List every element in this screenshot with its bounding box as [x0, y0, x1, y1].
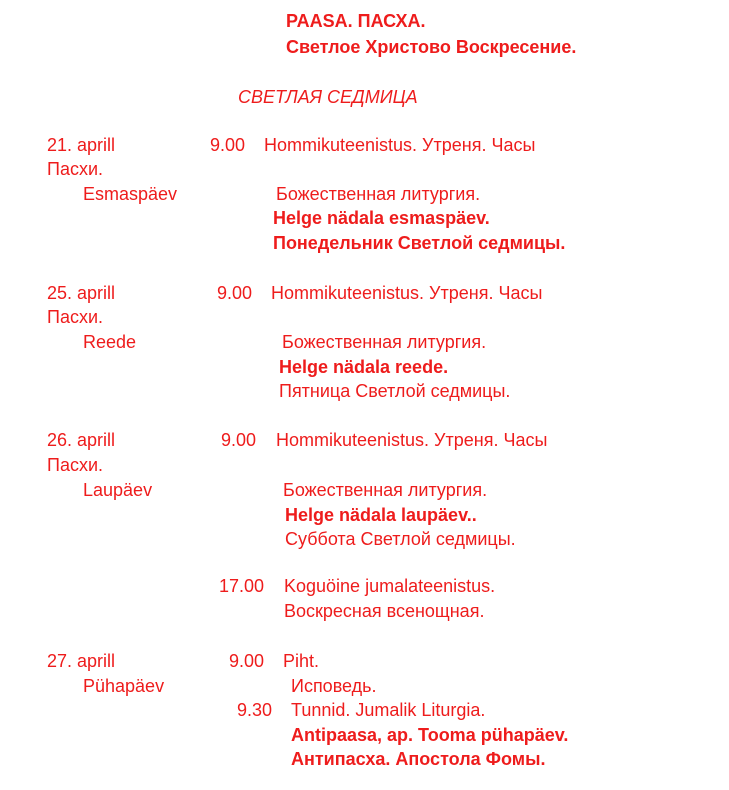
page-title-et: PAASA. ПАСХА.: [286, 11, 426, 31]
entry-service: Hommikuteenistus. Утреня. Часы: [271, 283, 543, 303]
entry-evening-time: 17.00: [219, 576, 265, 596]
page-title-ru: Светлое Христово Воскресение.: [286, 37, 577, 57]
entry-feast-et: Helge nädala esmaspäev.: [273, 208, 490, 228]
entry-time: 9.00: [217, 283, 253, 303]
entry-liturgy: Божественная литургия.: [283, 480, 488, 500]
entry-time: 9.00: [229, 651, 265, 671]
entry-evening-service-ru: Воскресная всенощная.: [284, 601, 485, 621]
entry-time-2: 9.30: [237, 700, 273, 720]
entry-service: Piht.: [283, 651, 320, 671]
entry-service-ru: Исповедь.: [291, 676, 377, 696]
entry-feast-ru: Понедельник Светлой седмицы.: [273, 233, 566, 253]
entry-service-2: Tunnid. Jumalik Liturgia.: [291, 700, 486, 720]
entry-service-wrap: Пасхи.: [47, 307, 104, 327]
entry-service-wrap: Пасхи.: [47, 455, 104, 475]
entry-date: 27. aprill: [47, 651, 116, 671]
entry-feast-et: Antipaasa, ap. Tooma pühapäev.: [291, 725, 569, 745]
entry-liturgy: Божественная литургия.: [282, 332, 487, 352]
entry-service-wrap: Пасхи.: [47, 159, 104, 179]
entry-time: 9.00: [221, 430, 257, 450]
entry-service: Hommikuteenistus. Утреня. Часы: [276, 430, 548, 450]
entry-date: 26. aprill: [47, 430, 116, 450]
entry-date: 21. aprill: [47, 135, 116, 155]
section-heading: СВЕТЛАЯ СЕДМИЦА: [238, 87, 418, 107]
entry-service: Hommikuteenistus. Утреня. Часы: [264, 135, 536, 155]
entry-evening-service: Koguöine jumalateenistus.: [284, 576, 496, 596]
entry-weekday: Esmaspäev: [83, 184, 178, 204]
entry-weekday: Laupäev: [83, 480, 153, 500]
entry-feast-et: Helge nädala reede.: [279, 357, 449, 377]
entry-weekday: Pühapäev: [83, 676, 165, 696]
entry-time: 9.00: [210, 135, 246, 155]
entry-feast-ru: Пятница Светлой седмицы.: [279, 381, 511, 401]
entry-feast-et: Helge nädala laupäev..: [285, 505, 477, 525]
entry-feast-ru: Антипасха. Апостола Фомы.: [291, 749, 546, 769]
entry-liturgy: Божественная литургия.: [276, 184, 481, 204]
entry-feast-ru: Суббота Светлой седмицы.: [285, 529, 516, 549]
entry-date: 25. aprill: [47, 283, 116, 303]
entry-weekday: Reede: [83, 332, 137, 352]
